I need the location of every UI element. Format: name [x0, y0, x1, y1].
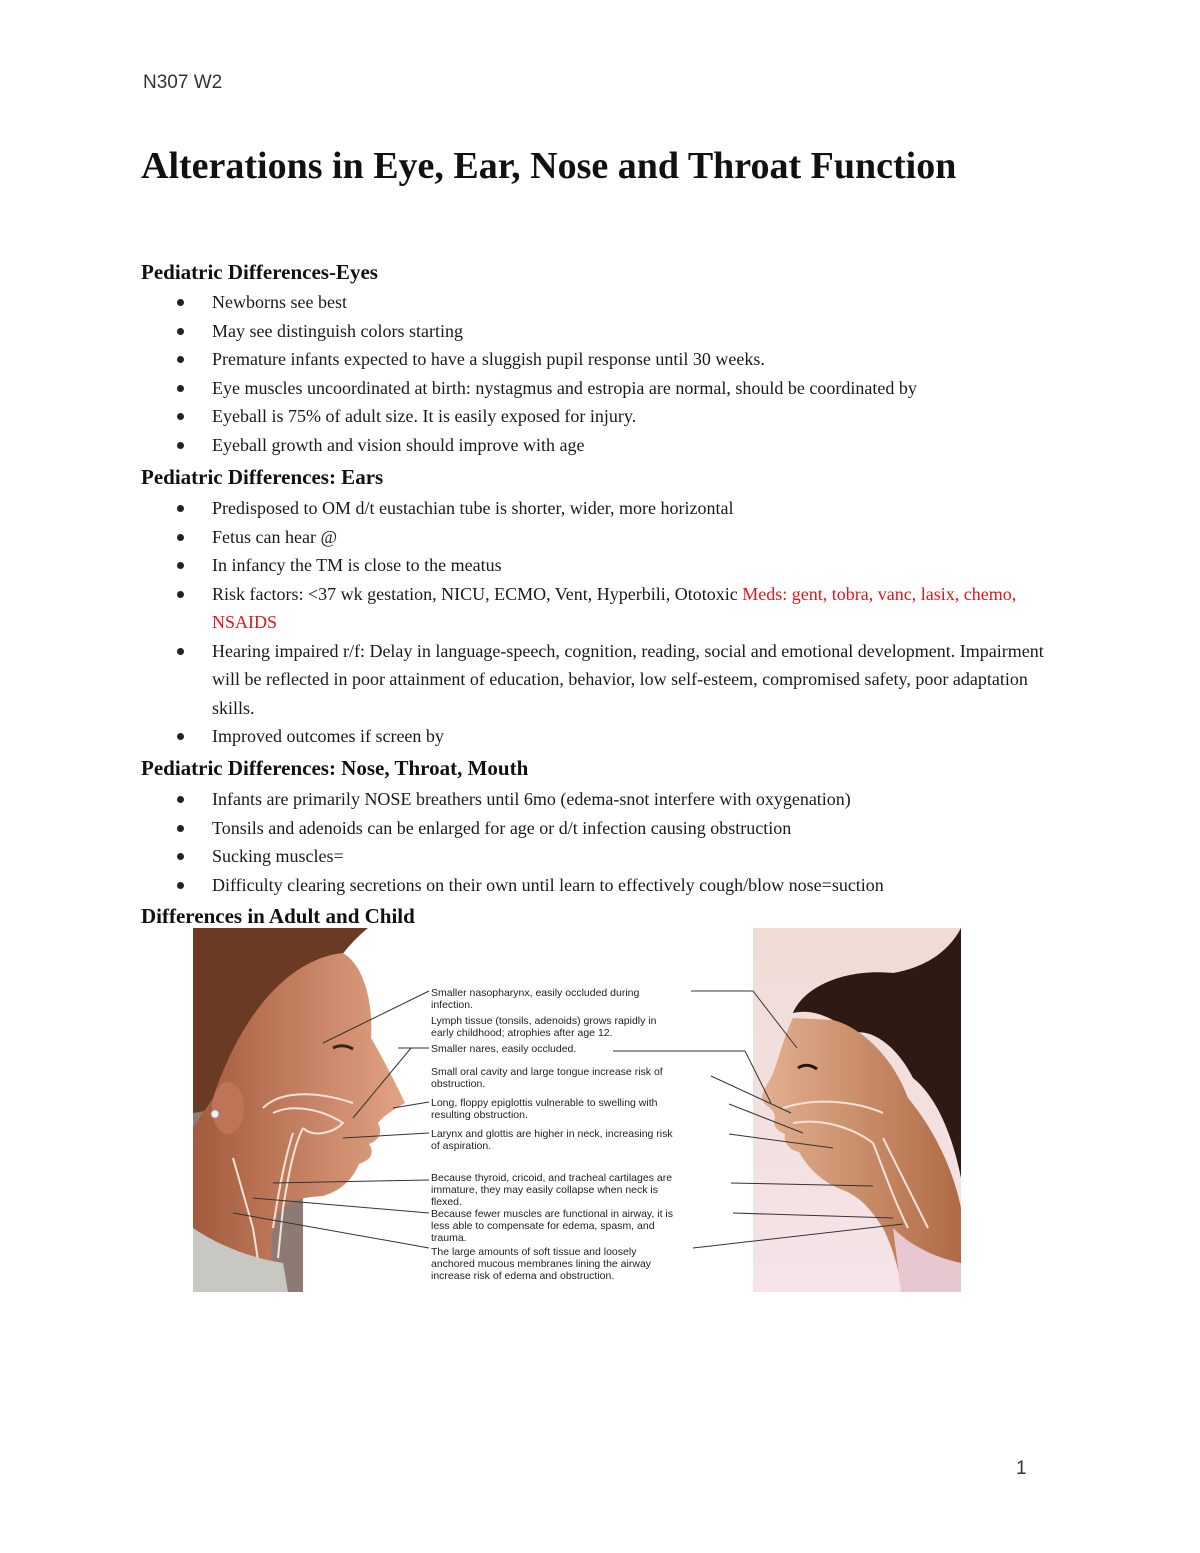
list-item: Predisposed to OM d/t eustachian tube is shorter, wider, more horizontal	[170, 494, 1070, 523]
figure-label: Lymph tissue (tonsils, adenoids) grows rapidly in	[431, 1015, 657, 1027]
list-item: Tonsils and adenoids can be enlarged for age or d/t infection causing obstruction	[170, 814, 1070, 843]
figure-label: Smaller nasopharynx, easily occluded during	[431, 987, 640, 999]
section-heading-ears: Pediatric Differences: Ears	[141, 465, 384, 489]
meds-highlight: Meds: gent, tobra, vanc, lasix, chemo, NSAIDS	[212, 583, 1017, 632]
figure-label: obstruction.	[431, 1078, 486, 1090]
list-item: Premature infants expected to have a sluggish pupil response until 30 weeks.	[170, 345, 1070, 374]
figure-label: less able to compensate for edema, spasm, and	[431, 1220, 655, 1232]
figure-label: resulting obstruction.	[431, 1109, 528, 1121]
figure-label: trauma.	[431, 1232, 467, 1244]
adult-ear	[212, 1082, 244, 1134]
figure-label: The large amounts of soft tissue and loosely	[431, 1246, 637, 1258]
figure-label: of aspiration.	[431, 1140, 492, 1152]
section-heading-nose-throat-mouth: Pediatric Differences: Nose, Throat, Mouth	[141, 756, 529, 780]
list-item: In infancy the TM is close to the meatus	[170, 551, 1070, 580]
figure-label: Small oral cavity and large tongue increase risk of	[431, 1066, 663, 1078]
figure-label: infection.	[431, 999, 474, 1011]
list-item: Difficulty clearing secretions on their own until learn to effectively cough/blow nose=suction	[170, 871, 1070, 900]
page-number: 1	[1016, 1458, 1027, 1479]
figure-label: Smaller nares, easily occluded.	[431, 1043, 577, 1055]
list-item: May see distinguish colors starting	[170, 317, 1070, 346]
page-header: N307 W2	[143, 72, 223, 93]
adult-earring	[211, 1110, 219, 1118]
figure-label: Because thyroid, cricoid, and tracheal cartilages are	[431, 1172, 673, 1184]
list-item: Fetus can hear @	[170, 523, 1070, 552]
figure-label: flexed.	[431, 1196, 462, 1208]
list-item: Sucking muscles=	[170, 842, 1070, 871]
list-item: Eyeball growth and vision should improve with age	[170, 431, 1070, 460]
figure-label: immature, they may easily collapse when neck is	[431, 1184, 659, 1196]
figure-label: increase risk of edema and obstruction.	[431, 1270, 615, 1282]
risk-factors-text: Risk factors: <37 wk gestation, NICU, ECMO, Vent, Hyperbili, Ototoxic	[212, 583, 743, 604]
list-item: Hearing impaired r/f: Delay in language-speech, cognition, reading, social and emotional development. Impairment will be reflected in poor attainment of education, behavior, low self-esteem, compromised safety, poor adaptation skills.	[170, 637, 1070, 723]
section-heading-adult-child: Differences in Adult and Child	[141, 904, 415, 928]
list-item: Eye muscles uncoordinated at birth: nystagmus and estropia are normal, should be coordinated by	[170, 374, 1070, 403]
figure-label: Because fewer muscles are functional in airway, it is	[431, 1208, 673, 1220]
list-item: Infants are primarily NOSE breathers until 6mo (edema-snot interfere with oxygenation)	[170, 785, 1070, 814]
list-item: Newborns see best	[170, 288, 1070, 317]
section-heading-eyes: Pediatric Differences-Eyes	[141, 260, 378, 284]
list-item: Eyeball is 75% of adult size. It is easily exposed for injury.	[170, 402, 1070, 431]
figure-label: anchored mucous membranes lining the airway	[431, 1258, 652, 1270]
nose-throat-list	[170, 785, 1070, 899]
page-title: Alterations in Eye, Ear, Nose and Throat Function	[141, 145, 957, 187]
adult-child-airway-figure	[193, 928, 961, 1292]
figure-label: Larynx and glottis are higher in neck, increasing risk	[431, 1128, 673, 1140]
ears-list	[170, 494, 1070, 751]
eyes-list	[170, 288, 1070, 459]
figure-label: Long, floppy epiglottis vulnerable to swelling with	[431, 1097, 658, 1109]
list-item-risk-factors	[170, 580, 1070, 637]
list-item: Improved outcomes if screen by	[170, 722, 1070, 751]
figure-label: early childhood; atrophies after age 12.	[431, 1027, 613, 1039]
